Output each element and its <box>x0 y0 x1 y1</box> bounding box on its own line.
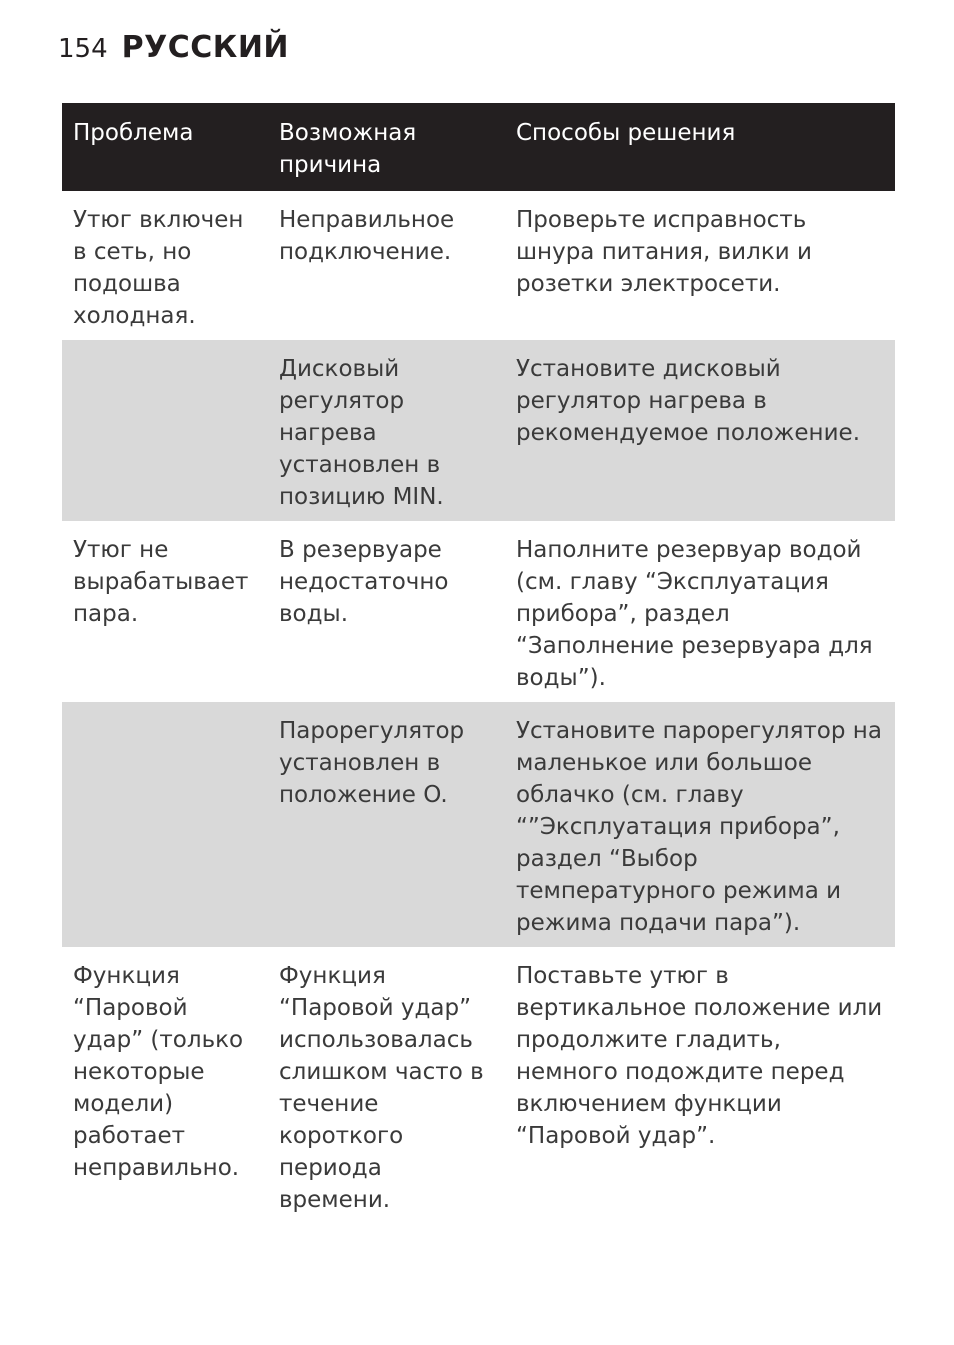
cause-cell: Неправильное подключение. <box>279 207 455 265</box>
section-title: РУССКИЙ <box>121 30 290 65</box>
problem-cell <box>62 340 268 521</box>
cause-cell: Функция “Паровой удар” использовалась слишком часто в течение короткого периода времени. <box>279 963 484 1213</box>
column-header-problem: Проблема <box>73 120 194 146</box>
solution-cell: Установите дисковый регулятор нагрева в рекомендуемое положение. <box>516 356 861 446</box>
table-row <box>62 340 895 521</box>
table-row <box>62 521 895 702</box>
cause-cell: Парорегулятор установлен в положение O. <box>279 718 465 808</box>
solution-cell: Установите парорегулятор на маленькое или большое облачко (см. главу “”Эксплуатация прибора”, раздел “Выбор температурного режима и режима подачи пара”). <box>516 718 882 936</box>
page-header <box>58 30 289 76</box>
problem-cell: Утюг включен в сеть, но подошва холодная. <box>73 207 244 329</box>
cause-cell: В резервуаре недостаточно воды. <box>279 537 449 627</box>
solution-cell: Проверьте исправность шнура питания, вилки и розетки электросети. <box>516 207 812 297</box>
table-row <box>62 947 895 1224</box>
problem-cell <box>62 702 268 947</box>
page-number: 154 <box>58 34 108 64</box>
problem-cell: Функция “Паровой удар” (только некоторые модели) работает неправильно. <box>73 963 244 1181</box>
column-header-cause: Возможная причина <box>279 120 417 178</box>
cause-cell: Дисковый регулятор нагрева установлен в позицию MIN. <box>279 356 444 510</box>
table-row <box>62 702 895 947</box>
column-header-solution: Способы решения <box>516 120 736 146</box>
solution-cell: Наполните резервуар водой (см. главу “Эксплуатация прибора”, раздел “Заполнение резервуара для воды”). <box>516 537 873 691</box>
problem-cell: Утюг не вырабатывает пара. <box>73 537 249 627</box>
table-row <box>62 191 895 340</box>
solution-cell: Поставьте утюг в вертикальное положение или продолжите гладить, немного подождите перед включением функции “Паровой удар”. <box>516 963 883 1149</box>
table-header-row <box>62 103 895 191</box>
troubleshooting-table <box>62 103 895 1224</box>
